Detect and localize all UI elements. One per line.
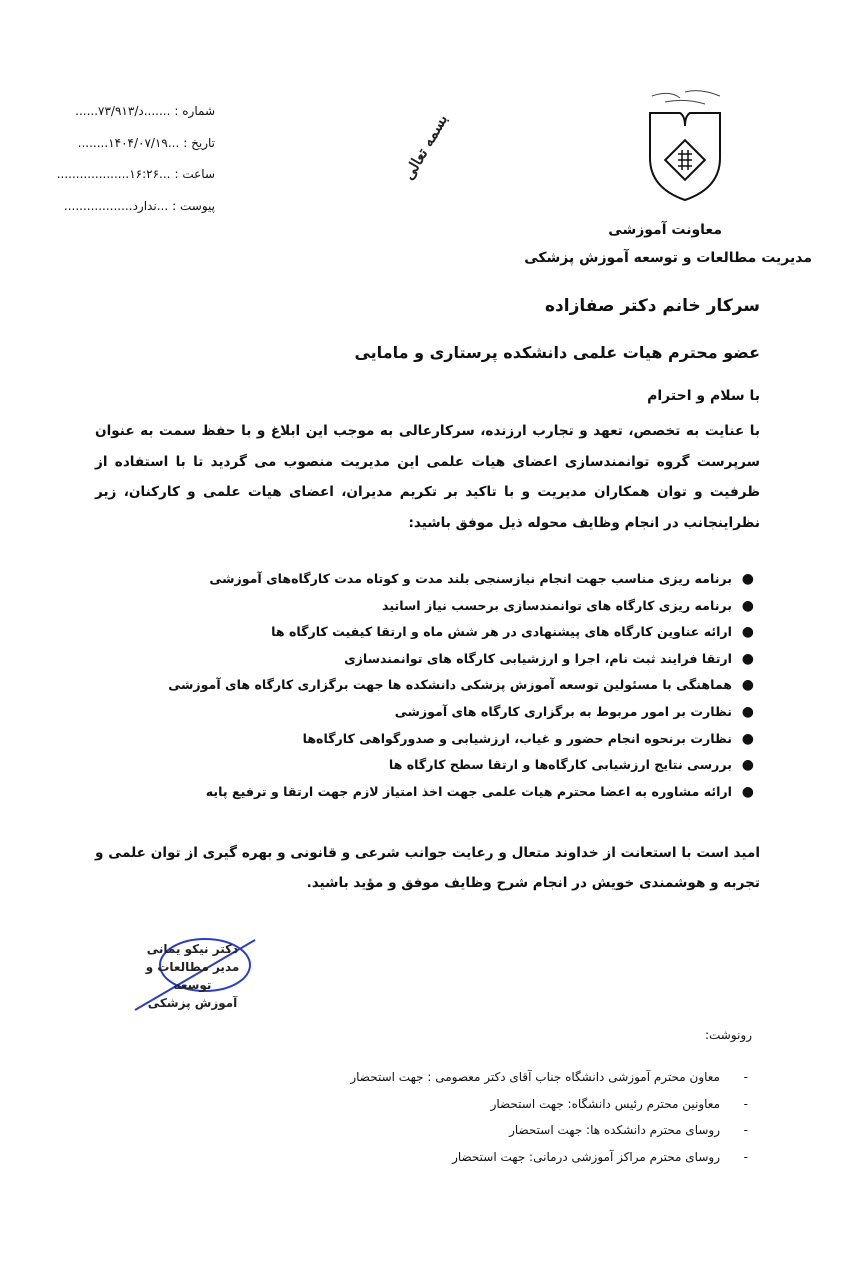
dash-icon: - [743,1070,748,1084]
bullet-icon: ● [741,677,754,694]
letter-date: تاریخ : ........۱۴۰۴/۰۷/۱۹... [77,135,215,150]
letter-attachment: پیوست : ..................ندارد... [63,198,215,213]
letter-meta [40,96,215,222]
list-item: ● نظارت برنحوه انجام حضور و غیاب، ارزشیابی و صدورگواهی کارگاه‌ها [100,726,760,753]
letter-number: شماره : ......د/۷۳/۹۱۳....... [75,104,215,118]
recipient-name: سرکار خانم دکتر صفازاده [545,296,760,316]
list-item: - معاون محترم آموزشی دانشگاه جناب آقای دکتر معصومی : جهت استحضار [350,1064,752,1091]
list-item: - روسای محترم مراکز آموزشی درمانی: جهت استحضار [350,1144,752,1171]
cc-label: رونوشت: [704,1028,752,1042]
dash-icon: - [743,1096,748,1111]
list-item: ● بررسی نتایج ارزشیابی کارگاه‌ها و ارتقا سطح کارگاه ها [100,752,760,779]
signatory: دکتر نیکو یمانی مدیر مطالعات و توسعه آموزش پزشکی [145,942,240,1010]
list-item: ● ارائه عناوین کارگاه های پیشنهادی در هر شش ماه و ارتقا کیفیت کارگاه ها [100,619,760,646]
bullet-icon: ● [741,783,754,800]
list-item: ● هماهنگی با مسئولین توسعه آموزش پزشکی دانشکده ها جهت برگزاری کارگاه های آموزشی [100,672,760,699]
bullet-icon: ● [741,624,754,641]
list-item: ● نظارت بر امور مربوط به برگزاری کارگاه های آموزشی [100,699,760,726]
bullet-icon: ● [741,650,754,667]
letter-time: ساعت : ...................۱۶:۲۶... [56,167,215,181]
bullet-icon: ● [741,703,754,720]
greeting: با سلام و احترام [647,388,760,404]
letter-body: با عنایت به تخصص، تعهد و تجارب ارزنده، سرکارعالی به موجب این ابلاغ و با حفظ سمت به عنوان سرپرست گروه توانمندسازی اعضای هیات علمی این مدیریت منصوب می گردید تا با استفاده از ظرفیت و توان همکاران مدیریت و با تاکید بر تکریم مدیران، اعضای هیات علمی و کارکنان، زیر نظراینجانب در انجام وظایف محوله ذیل موفق باشید: [95,423,760,531]
list-item: - معاونین محترم رئیس دانشگاه: جهت استحضار [350,1091,752,1118]
list-item: ● ارائه مشاوره به اعضا محترم هیات علمی جهت اخذ امتیاز لازم جهت ارتقا و ترفیع پایه [100,779,760,806]
dash-icon: - [743,1149,748,1164]
list-item: - روسای محترم دانشکده ها: جهت استحضار [350,1117,752,1144]
university-logo [640,88,730,203]
bullet-icon: ● [741,571,754,587]
recipient-position: عضو محترم هیات علمی دانشکده پرستاری و مامایی [354,343,760,362]
list-item: ● ارتقا فرایند ثبت نام، اجرا و ارزشیابی کارگاه های توانمندسازی [100,646,760,673]
signature-block [130,935,260,1015]
list-item: ● برنامه ریزی مناسب جهت انجام نیازسنجی بلند مدت و کوتاه مدت کارگاه‌های آموزشی [100,566,760,593]
closing-paragraph: امید است با استعانت از خداوند متعال و رعایت جوانب شرعی و قانونی و بهره گیری از توان علمی و تجربه و هوشمندی خویش در انجام شرح وظایف موفق و مؤید باشید. [95,845,760,891]
issuing-office: معاونت آموزشی مدیریت مطالعات و توسعه آموزش پزشکی [524,222,812,266]
bullet-icon: ● [741,730,754,747]
cc-list [350,1064,752,1170]
task-list [100,566,760,805]
bullet-icon: ● [741,597,754,614]
bismillah-text: بسمه تعالی [399,111,451,183]
list-item: ● برنامه ریزی کارگاه های توانمندسازی برحسب نیاز اساتید [100,593,760,620]
bullet-icon: ● [741,757,754,774]
bismillah-calligraphy [385,112,465,182]
dash-icon: - [743,1123,748,1137]
